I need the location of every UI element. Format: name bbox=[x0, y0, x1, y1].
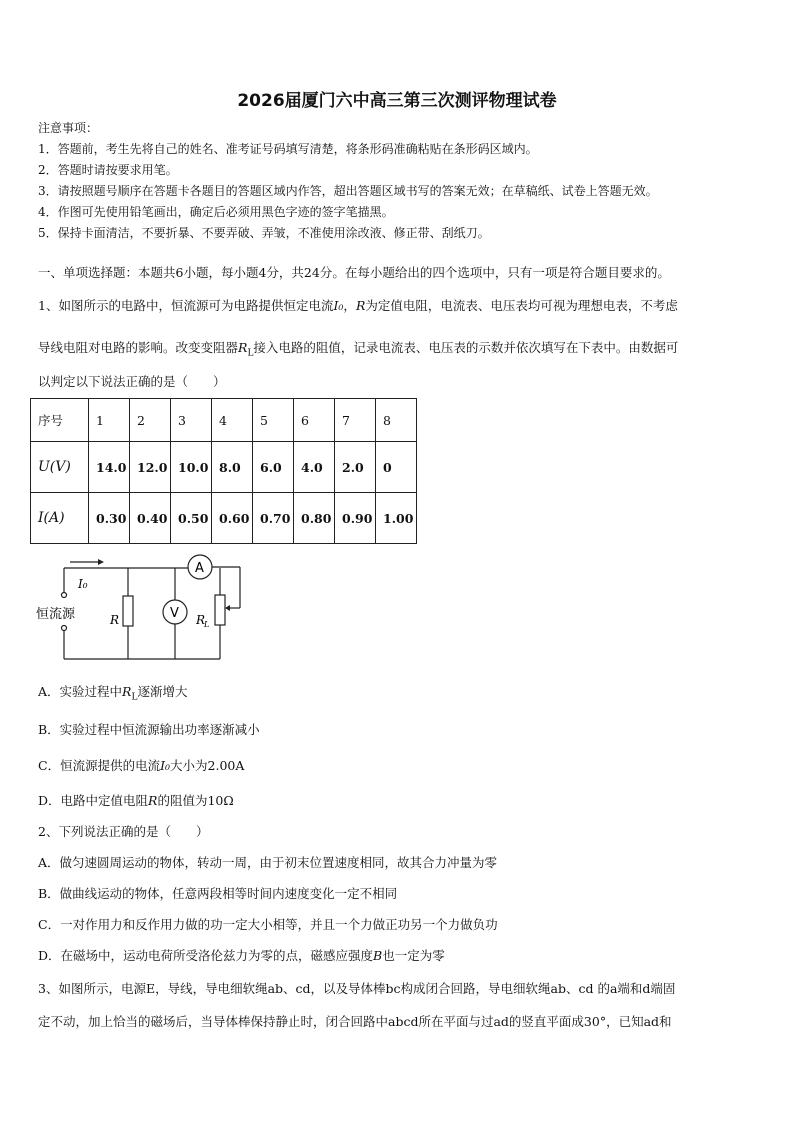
q1-r: R bbox=[355, 298, 366, 313]
q1-text: 导线电阻对电路的影响。改变变阻器 bbox=[38, 340, 239, 355]
circuit-label-i0: I₀ bbox=[78, 577, 88, 591]
notes-heading: 注意事项： bbox=[38, 121, 99, 135]
option-text: D．电路中定值电阻 bbox=[38, 793, 149, 808]
table-cell: 12.0 bbox=[130, 442, 171, 493]
circuit-label-rl: R bbox=[196, 613, 206, 627]
q2-option-d bbox=[38, 948, 445, 964]
table-cell: 0.40 bbox=[130, 493, 171, 544]
option-var: R bbox=[148, 793, 158, 808]
table-cell: 8 bbox=[376, 399, 417, 442]
q1-option-d bbox=[38, 793, 234, 809]
table-cell: 8.0 bbox=[212, 442, 253, 493]
option-text: 的阻值为10Ω bbox=[157, 793, 234, 808]
q1-i0: I₀ bbox=[333, 298, 344, 313]
q1-line2 bbox=[38, 340, 678, 362]
q1-rl: R bbox=[238, 340, 248, 355]
table-cell: 6.0 bbox=[253, 442, 294, 493]
q2-stem: 2、下列说法正确的是（ ） bbox=[38, 824, 209, 839]
q3-line1: 3、如图所示，电源E，导线，导电细软绳ab、cd，以及导体棒bc构成闭合回路，导电细软绳ab、cd 的a端和d端固 bbox=[38, 981, 676, 996]
table-row bbox=[31, 399, 417, 442]
table-cell: 0 bbox=[376, 442, 417, 493]
q1-line1 bbox=[38, 298, 678, 314]
q2-option-c: C．一对作用力和反作用力做的功一定大小相等，并且一个力做正功另一个力做负功 bbox=[38, 917, 498, 932]
option-var: R bbox=[122, 684, 132, 699]
ammeter-label: A bbox=[195, 561, 204, 576]
section-heading: 一、单项选择题：本题共6小题，每小题4分，共24分。在每小题给出的四个选项中，只有一项是符合题目要求的。 bbox=[38, 265, 670, 280]
q1-rl-sub: L bbox=[247, 348, 254, 359]
q1-text: 为定值电阻，电流表、电压表均可视为理想电表，不考虑 bbox=[365, 298, 678, 313]
option-text: D．在磁场中，运动电荷所受洛伦兹力为零的点，磁感应强度 bbox=[38, 948, 374, 963]
table-cell: 0.60 bbox=[212, 493, 253, 544]
circuit-label-source: 恒流源 bbox=[36, 607, 76, 622]
q1-line3: 以判定以下说法正确的是（ ） bbox=[38, 374, 226, 389]
option-var: B bbox=[373, 948, 383, 963]
q1-text: ， bbox=[343, 298, 356, 313]
table-cell: 0.70 bbox=[253, 493, 294, 544]
table-cell: 2 bbox=[130, 399, 171, 442]
option-sub: L bbox=[131, 692, 138, 703]
q1-option-b: B．实验过程中恒流源输出功率逐渐减小 bbox=[38, 722, 260, 737]
table-cell: 4 bbox=[212, 399, 253, 442]
table-cell: 5 bbox=[253, 399, 294, 442]
note-item-3: 3．请按照题号顺序在答题卡各题目的答题区域内作答，超出答题区域书写的答案无效；在草稿纸、试卷上答题无效。 bbox=[38, 184, 658, 198]
q1-option-a bbox=[38, 684, 187, 706]
table-cell: 6 bbox=[294, 399, 335, 442]
table-cell: 4.0 bbox=[294, 442, 335, 493]
table-cell: 10.0 bbox=[171, 442, 212, 493]
table-cell: 1 bbox=[89, 399, 130, 442]
data-table bbox=[30, 398, 417, 544]
q2-option-b: B．做曲线运动的物体，任意两段相等时间内速度变化一定不相同 bbox=[38, 886, 398, 901]
option-text: 大小为2.00A bbox=[170, 758, 245, 773]
option-text: 也一定为零 bbox=[382, 948, 445, 963]
option-var: I₀ bbox=[160, 758, 171, 773]
table-cell: I(A) bbox=[31, 493, 89, 544]
table-row bbox=[31, 493, 417, 544]
note-item-1: 1．答题前，考生先将自己的姓名、准考证号码填写清楚，将条形码准确粘贴在条形码区域内。 bbox=[38, 142, 538, 156]
q1-option-c bbox=[38, 758, 244, 774]
option-text: 逐渐增大 bbox=[137, 684, 188, 699]
q2-option-a: A．做匀速圆周运动的物体，转动一周，由于初末位置速度相同，故其合力冲量为零 bbox=[38, 855, 498, 870]
circuit-label-r: R bbox=[110, 613, 120, 627]
q1-text: 1、如图所示的电路中，恒流源可为电路提供恒定电流 bbox=[38, 298, 334, 313]
table-cell: 0.30 bbox=[89, 493, 130, 544]
option-text: C．恒流源提供的电流 bbox=[38, 758, 161, 773]
voltmeter-label: V bbox=[170, 606, 179, 621]
table-cell: 0.90 bbox=[335, 493, 376, 544]
table-cell: 序号 bbox=[31, 399, 89, 442]
table-row bbox=[31, 442, 417, 493]
table-cell: 14.0 bbox=[89, 442, 130, 493]
table-cell: 0.50 bbox=[171, 493, 212, 544]
page-title: 2026届厦门六中高三第三次测评物理试卷 bbox=[237, 91, 557, 111]
q3-line2: 定不动，加上恰当的磁场后，当导体棒保持静止时，闭合回路中abcd所在平面与过ad的竖直平面成30°，已知ad和 bbox=[38, 1014, 672, 1029]
table-cell: 1.00 bbox=[376, 493, 417, 544]
table-cell: 7 bbox=[335, 399, 376, 442]
note-item-5: 5．保持卡面清洁，不要折暴、不要弄破、弄皱，不准使用涂改液、修正带、刮纸刀。 bbox=[38, 226, 490, 240]
note-item-2: 2．答题时请按要求用笔。 bbox=[38, 163, 178, 177]
table-cell: U(V) bbox=[31, 442, 89, 493]
q1-text: 接入电路的阻值，记录电流表、电压表的示数并依次填写在下表中。由数据可 bbox=[253, 340, 679, 355]
table-cell: 3 bbox=[171, 399, 212, 442]
table-cell: 0.80 bbox=[294, 493, 335, 544]
circuit-diagram bbox=[30, 548, 260, 668]
table-cell: 2.0 bbox=[335, 442, 376, 493]
option-text: A．实验过程中 bbox=[38, 684, 123, 699]
circuit-label-rl-sub: L bbox=[204, 620, 210, 629]
note-item-4: 4．作图可先使用铅笔画出，确定后必须用黑色字迹的签字笔描黑。 bbox=[38, 205, 394, 219]
